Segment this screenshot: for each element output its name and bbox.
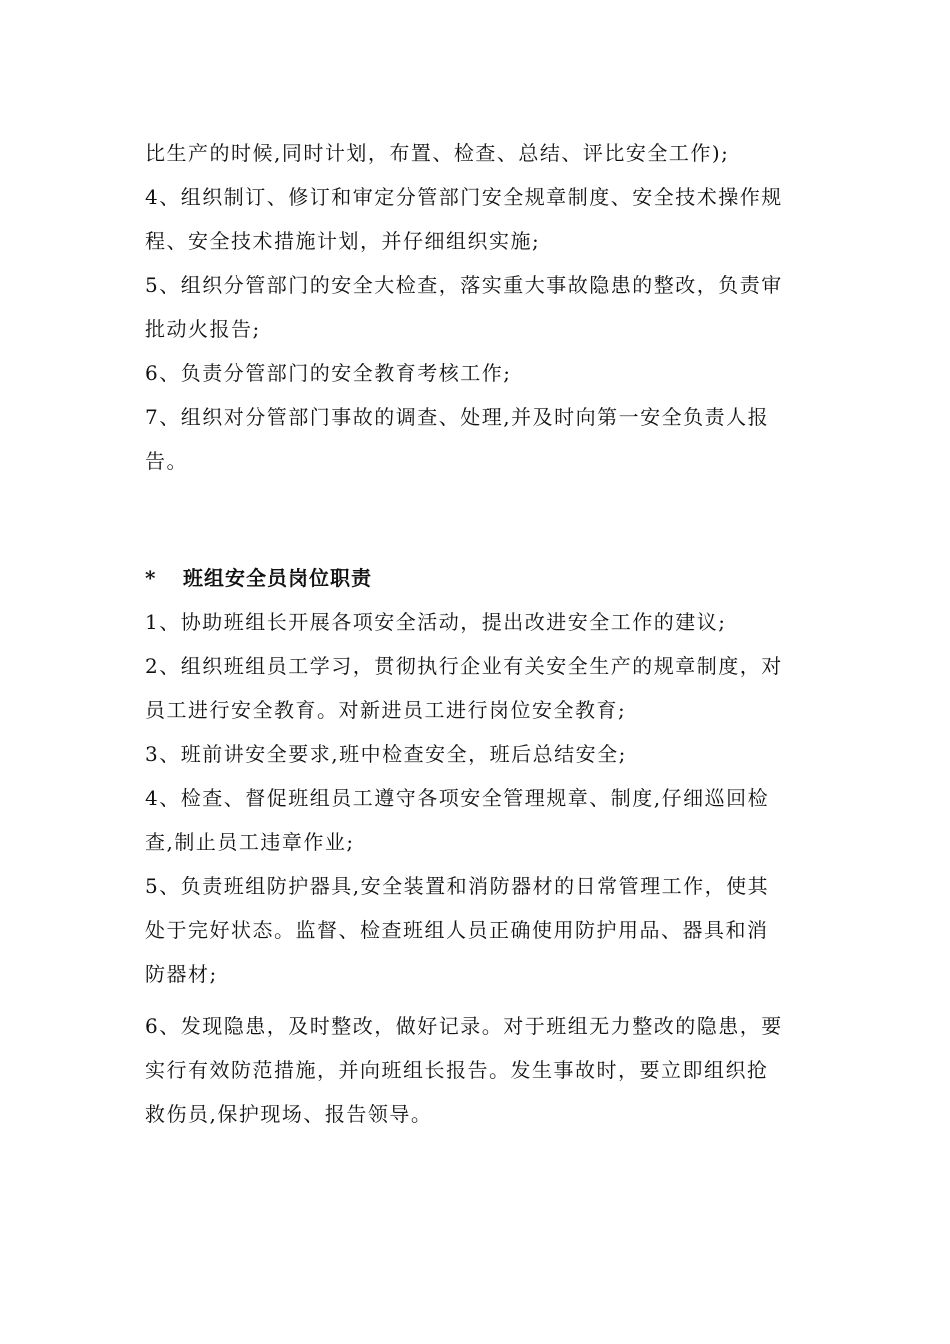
text-line: 员工进行安全教育。对新进员工进行岗位安全教育; <box>145 698 627 722</box>
text-line: 查,制止员工违章作业; <box>145 830 355 854</box>
text-line: 3、班前讲安全要求,班中检查安全，班后总结安全; <box>145 742 627 766</box>
text-line: 比生产的时候,同时计划，布置、检查、总结、评比安全工作); <box>145 141 730 165</box>
text-line: 6、发现隐患，及时整改，做好记录。对于班组无力整改的隐患，要 <box>145 1014 783 1038</box>
text-line: 1、协助班组长开展各项安全活动，提出改进安全工作的建议; <box>145 610 727 634</box>
text-line: 2、组织班组员工学习，贯彻执行企业有关安全生产的规章制度，对 <box>145 654 783 678</box>
text-line: 救伤员,保护现场、报告领导。 <box>145 1102 433 1126</box>
text-line: 批动火报告; <box>145 317 261 341</box>
text-line: 4、检查、督促班组员工遵守各项安全管理规章、制度,仔细巡回检 <box>145 786 770 810</box>
heading-text: 班组安全员岗位职责 <box>183 566 372 590</box>
text-line: 程、安全技术措施计划，并仔细组织实施; <box>145 229 541 253</box>
text-line: 4、组织制订、修订和审定分管部门安全规章制度、安全技术操作规 <box>145 185 783 209</box>
text-line: 5、负责班组防护器具,安全装置和消防器材的日常管理工作，使其 <box>145 874 770 898</box>
text-line: 处于完好状态。监督、检查班组人员正确使用防护用品、器具和消 <box>145 918 769 942</box>
text-line: 6、负责分管部门的安全教育考核工作; <box>145 361 512 385</box>
section-heading <box>145 565 372 591</box>
text-line: 实行有效防范措施，并向班组长报告。发生事故时，要立即组织抢 <box>145 1058 769 1082</box>
bullet-icon: * <box>145 566 157 590</box>
text-line: 防器材; <box>145 962 218 986</box>
text-line: 7、组织对分管部门事故的调查、处理,并及时向第一安全负责人报 <box>145 405 770 429</box>
text-line: 5、组织分管部门的安全大检查，落实重大事故隐患的整改，负责审 <box>145 273 783 297</box>
text-line: 告。 <box>145 449 188 473</box>
